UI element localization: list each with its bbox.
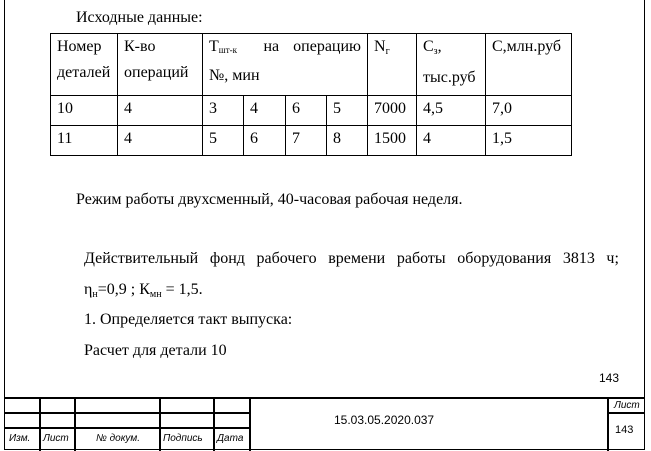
table-cell: 11 [51, 126, 118, 156]
table-cell: 4 [417, 126, 486, 156]
table-row [51, 96, 572, 126]
stamp-label-doc-number: № докум. [96, 433, 141, 444]
table-cell: 1,5 [486, 126, 572, 156]
coefficients-text: ηн=0,9 ; Кмн = 1,5. [84, 281, 203, 300]
stamp-sheet-number: 143 [615, 424, 634, 436]
table-cell: 8 [327, 126, 368, 156]
table-cell: 6 [244, 126, 286, 156]
heading-initial-data: Исходные данные: [76, 9, 203, 26]
stamp-label-sheet: Лист [43, 433, 69, 444]
table-cell: 5 [203, 126, 244, 156]
table-cell: 1500 [368, 126, 417, 156]
stamp-sheet-label: Лист [614, 400, 640, 411]
table-cell: 3 [203, 96, 244, 126]
calc-part-10-text: Расчет для детали 10 [84, 342, 227, 359]
header-cost-million: С,млн.руб [486, 34, 572, 96]
table-cell: 6 [286, 96, 327, 126]
table-cell: 7 [286, 126, 327, 156]
table-cell: 7,0 [486, 96, 572, 126]
table-cell: 4 [244, 96, 286, 126]
table-row [51, 126, 572, 156]
step-1-text: 1. Определяется такт выпуска: [84, 311, 293, 328]
work-mode-text: Режим работы двухсменный, 40-часовая рабочая неделя. [76, 191, 463, 208]
table-cell: 4 [118, 96, 203, 126]
table-cell: 7000 [368, 96, 417, 126]
page-number: 143 [599, 371, 620, 385]
table-cell: 10 [51, 96, 118, 126]
equipment-fund-text: Действительный фонд рабочего времени работы оборудования 3813 ч; [84, 250, 619, 267]
title-block-stamp [4, 397, 645, 451]
header-annual-volume: Nг [368, 34, 417, 96]
stamp-document-code: 15.03.05.2020.037 [334, 413, 435, 427]
header-operations-count: К-во операций [118, 34, 203, 96]
table-cell: 4 [118, 126, 203, 156]
header-cost-thousand: Сз, тыс.руб [417, 34, 486, 96]
initial-data-table [50, 33, 572, 156]
table-cell: 5 [327, 96, 368, 126]
stamp-label-signature: Подпись [163, 433, 203, 444]
stamp-label-date: Дата [217, 433, 244, 444]
header-piece-time: Тшт-к на операцию №, мин [203, 34, 368, 96]
table-cell: 4,5 [417, 96, 486, 126]
stamp-label-change: Изм. [9, 433, 31, 444]
header-part-number: Номер деталей [51, 34, 118, 96]
table-header-row [51, 34, 572, 96]
